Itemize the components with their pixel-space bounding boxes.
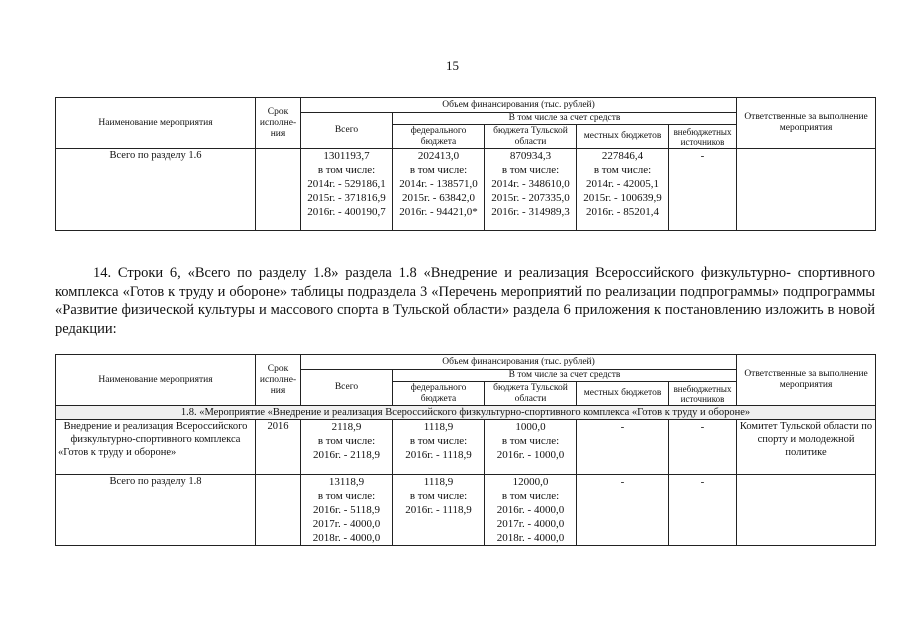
row-extra: - — [669, 420, 737, 475]
header-federal: федерального бюджета — [393, 125, 485, 149]
row-term: 2016 — [256, 420, 301, 475]
row-responsible — [737, 149, 876, 231]
row-tula: 870934,3 в том числе: 2014г. - 348610,0 2015г. - 207335,0 2016г. - 314989,3 — [485, 149, 577, 231]
row-total: 2118,9 в том числе: 2016г. - 2118,9 — [301, 420, 393, 475]
row-local: - — [577, 475, 669, 546]
header-tula: бюджета Тульской области — [485, 125, 577, 149]
page-number: 15 — [446, 58, 459, 73]
paragraph-line: приложения к постановлению изложить в новой редакции: — [55, 302, 875, 337]
header-term: Срок исполне-ния — [256, 98, 301, 149]
header-local: местных бюджетов — [577, 382, 669, 406]
row-federal: 1118,9 в том числе: 2016г. - 1118,9 — [393, 420, 485, 475]
row-term — [256, 475, 301, 546]
paragraph-line: спортивного комплекса «Готов к труду и обороне» таблицы подраздела 3 «Перечень мероприятий по реализации — [55, 265, 875, 300]
header-extra: внебюджетных источников — [669, 382, 737, 406]
table-row — [56, 420, 876, 475]
row-term — [256, 149, 301, 231]
row-name: Всего по разделу 1.6 — [56, 149, 256, 231]
row-extra: - — [669, 475, 737, 546]
amendment-paragraph — [55, 264, 875, 338]
row-local: 227846,4 в том числе: 2014г. - 42005,1 2015г. - 100639,9 2016г. - 85201,4 — [577, 149, 669, 231]
header-including: В том числе за счет средств — [393, 113, 737, 125]
row-total: 13118,9 в том числе: 2016г. - 5118,9 2017г. - 4000,0 2018г. - 4000,0 — [301, 475, 393, 546]
paragraph-line: 14. Строки 6, «Всего по разделу 1.8» раздела 1.8 «Внедрение и реализация Всероссийского физкультурно- — [93, 265, 791, 281]
header-volume: Объем финансирования (тыс. рублей) — [301, 355, 737, 370]
paragraph-line: подпрограммы» подпрограммы «Развитие физической культуры и массового спорта в Тульской области» раздела 6 — [55, 283, 875, 318]
row-local: - — [577, 420, 669, 475]
row-tula: 1000,0 в том числе: 2016г. - 1000,0 — [485, 420, 577, 475]
row-tula: 12000,0 в том числе: 2016г. - 4000,0 2017г. - 4000,0 2018г. - 4000,0 — [485, 475, 577, 546]
row-name: Всего по разделу 1.8 — [56, 475, 256, 546]
section-title: 1.8. «Мероприятие «Внедрение и реализация Всероссийского физкультурно-спортивного комплекса «Готов к труду и обороне» — [56, 406, 876, 420]
header-total: Всего — [301, 370, 393, 406]
header-extra: внебюджетных источников — [669, 125, 737, 149]
row-name: Внедрение и реализация Всероссийского физкультурно-спортивного комплекса «Готов к труду и обороне» — [56, 420, 256, 475]
row-extra: - — [669, 149, 737, 231]
financing-table-section-1-8 — [55, 354, 876, 546]
header-responsible: Ответственные за выполнение мероприятия — [737, 355, 876, 406]
row-federal: 202413,0 в том числе: 2014г. - 138571,0 2015г. - 63842,0 2016г. - 94421,0* — [393, 149, 485, 231]
row-total: 1301193,7 в том числе: 2014г. - 529186,1 2015г. - 371816,9 2016г. - 400190,7 — [301, 149, 393, 231]
header-volume: Объем финансирования (тыс. рублей) — [301, 98, 737, 113]
header-term: Срок исполне-ния — [256, 355, 301, 406]
table-row — [56, 475, 876, 546]
header-responsible: Ответственные за выполнение мероприятия — [737, 98, 876, 149]
header-local: местных бюджетов — [577, 125, 669, 149]
header-name: Наименование мероприятия — [56, 98, 256, 149]
row-federal: 1118,9 в том числе: 2016г. - 1118,9 — [393, 475, 485, 546]
header-tula: бюджета Тульской области — [485, 382, 577, 406]
header-name: Наименование мероприятия — [56, 355, 256, 406]
header-including: В том числе за счет средств — [393, 370, 737, 382]
row-responsible — [737, 475, 876, 546]
row-responsible: Комитет Тульской области по спорту и молодежной политике — [737, 420, 876, 475]
table-row — [56, 149, 876, 231]
financing-table-section-1-6 — [55, 97, 876, 231]
header-federal: федерального бюджета — [393, 382, 485, 406]
header-total: Всего — [301, 113, 393, 149]
